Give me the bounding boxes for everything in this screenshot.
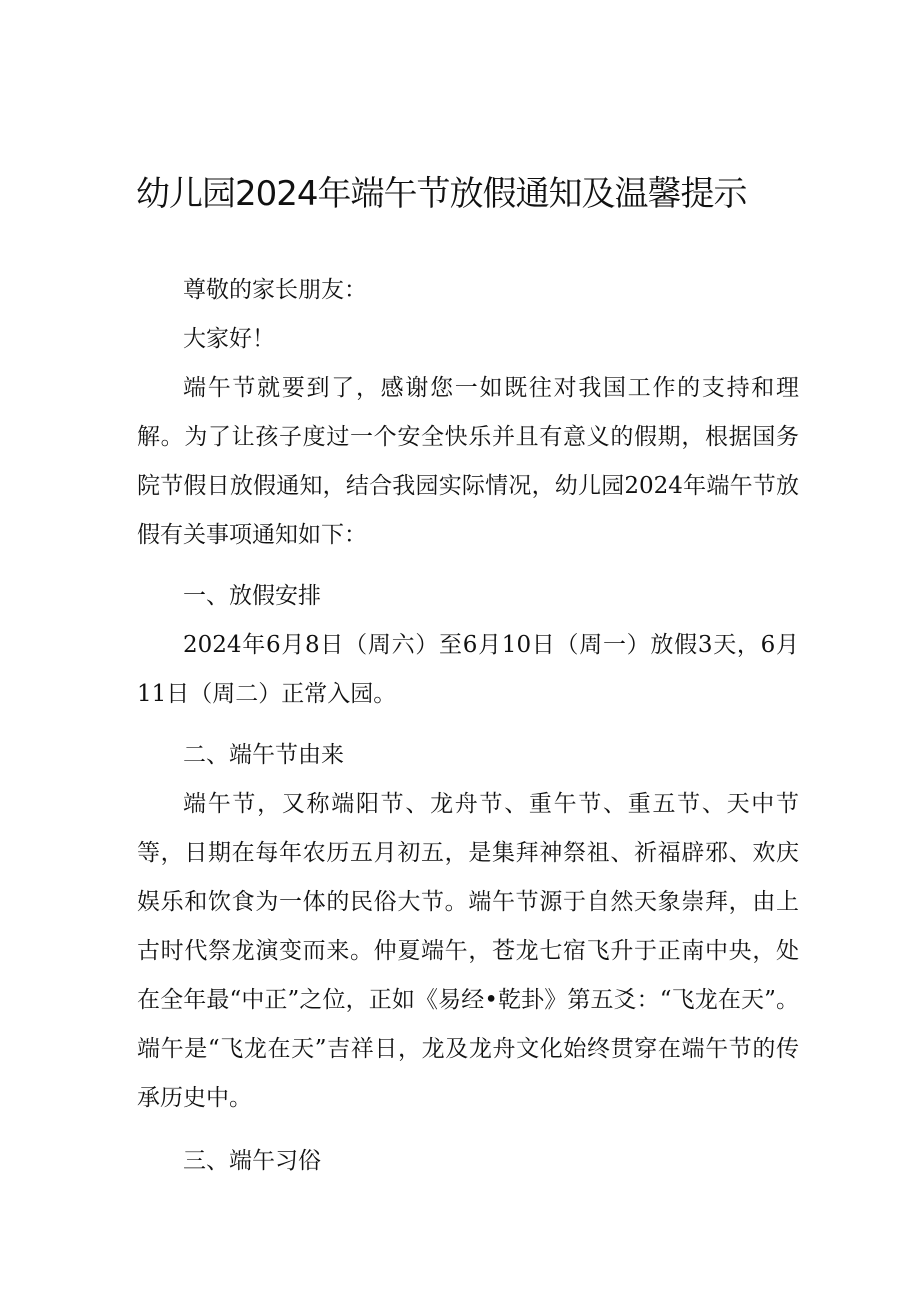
section-heading-holiday-arrangement: 一、放假安排 [183,583,321,609]
salutation: 尊敬的家长朋友： [183,277,367,303]
document-body [137,266,799,1186]
section-paragraph-holiday-arrangement: 2024年6月8日（周六）至6月10日（周一）放假3天，6月11日（周二）正常入园。 [137,632,799,707]
intro-paragraph: 端午节就要到了，感谢您一如既往对我国工作的支持和理解。为了让孩子度过一个安全快乐并且有意义的假期，根据国务院节假日放假通知，结合我园实际情况，幼儿园2024年端午节放假有关事项通知如下： [137,375,799,548]
section-paragraph-festival-origin: 端午节，又称端阳节、龙舟节、重午节、重五节、天中节等，日期在每年农历五月初五，是集拜神祭祖、祈福辟邪、欢庆娱乐和饮食为一体的民俗大节。端午节源于自然天象崇拜，由上古时代祭龙演变而来。仲夏端午，苍龙七宿飞升于正南中央，处在全年最“中正”之位，正如《易经•乾卦》第五爻：“飞龙在天”。端午是“飞龙在天”吉祥日，龙及龙舟文化始终贯穿在端午节的传承历史中。 [137,791,799,1111]
section-heading-festival-origin: 二、端午节由来 [183,742,344,768]
greeting: 大家好！ [183,326,275,352]
document-title: 幼儿园2024年端午节放假通知及温馨提示 [136,174,747,214]
section-heading-festival-customs: 三、端午习俗 [183,1148,321,1174]
